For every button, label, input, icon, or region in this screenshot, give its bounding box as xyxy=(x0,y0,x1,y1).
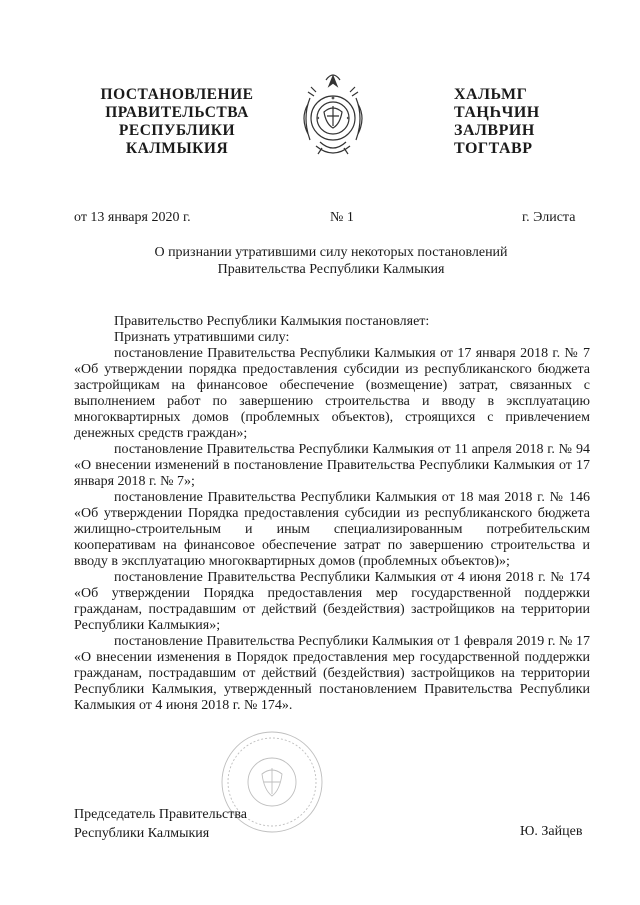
header-russian-line: ПРАВИТЕЛЬСТВА xyxy=(105,104,249,121)
header-kalmyk-line: ТАҢҺЧИН xyxy=(454,104,540,121)
header-russian-line: КАЛМЫКИЯ xyxy=(125,140,229,157)
header-kalmyk-line: ЗАЛВРИН xyxy=(454,122,535,139)
document-date: от 13 января 2020 г. xyxy=(74,210,191,225)
signatory-name: Ю. Зайцев xyxy=(520,824,583,839)
header-kalmyk-line: ТОГТАВР xyxy=(454,140,533,157)
header-russian-line: РЕСПУБЛИКИ xyxy=(118,122,236,139)
header-kalmyk xyxy=(454,86,584,158)
header-russian-line: ПОСТАНОВЛЕНИЕ xyxy=(100,86,254,103)
coat-of-arms-emblem xyxy=(296,68,370,162)
document-title xyxy=(96,244,566,278)
document-body xyxy=(74,314,590,714)
body-paragraph: Правительство Республики Калмыкия постановляет: xyxy=(114,314,430,329)
header-kalmyk-line: ХАЛЬМГ xyxy=(454,86,528,103)
body-paragraph: постановление Правительства Республики Калмыкия от 17 января 2018 г. № 7 «Об утверждении порядка предоставления субсидии из республиканского бюджета застройщикам на финансовое обеспечение (возмещение) затрат, связанных с выполнением работ по завершению строительства и вводу в эксплуатацию многоквартирных домов (проблемных объектов), строящихся с привлечением денежных средств граждан»; xyxy=(74,346,590,441)
document-number: № 1 xyxy=(330,210,354,225)
signatory-position xyxy=(74,805,247,843)
body-paragraph: постановление Правительства Республики Калмыкия от 11 апреля 2018 г. № 94 «О внесении изменений в постановление Правительства Республики Калмыкия от 17 января 2018 г. № 7»; xyxy=(74,442,590,489)
document-city: г. Элиста xyxy=(522,210,576,225)
title-line: О признании утратившими силу некоторых постановлений xyxy=(154,245,508,260)
body-paragraph: постановление Правительства Республики Калмыкия от 4 июня 2018 г. № 174 «Об утверждении Порядка предоставления мер государственной поддержки гражданам, пострадавшим от действий (бездействия) застройщиков на территории Республики Калмыкия»; xyxy=(74,570,590,633)
title-line: Правительства Республики Калмыкия xyxy=(217,262,445,277)
body-paragraph: постановление Правительства Республики Калмыкия от 1 февраля 2019 г. № 17 «О внесении изменения в Порядок предоставления мер государственной поддержки гражданам, пострадавшим от действий (бездействия) застройщиков на территории Республики Калмыкия, утвержденный постановлением Правительства Республики Калмыкия от 4 июня 2018 г. № 174». xyxy=(74,634,590,713)
signatory-position-line: Республики Калмыкия xyxy=(74,826,210,841)
header-russian xyxy=(92,86,262,158)
body-paragraph: Признать утратившими силу: xyxy=(114,330,290,345)
body-paragraph: постановление Правительства Республики Калмыкия от 18 мая 2018 г. № 146 «Об утверждении Порядка предоставления субсидии из республиканского бюджета жилищно-строительным и иным специализированным потребительским кооперативам на финансовое обеспечение затрат по завершению строительства и вводу в эксплуатацию многоквартирных домов (проблемных объектов)»; xyxy=(74,490,590,569)
signatory-position-line: Председатель Правительства xyxy=(74,807,247,822)
